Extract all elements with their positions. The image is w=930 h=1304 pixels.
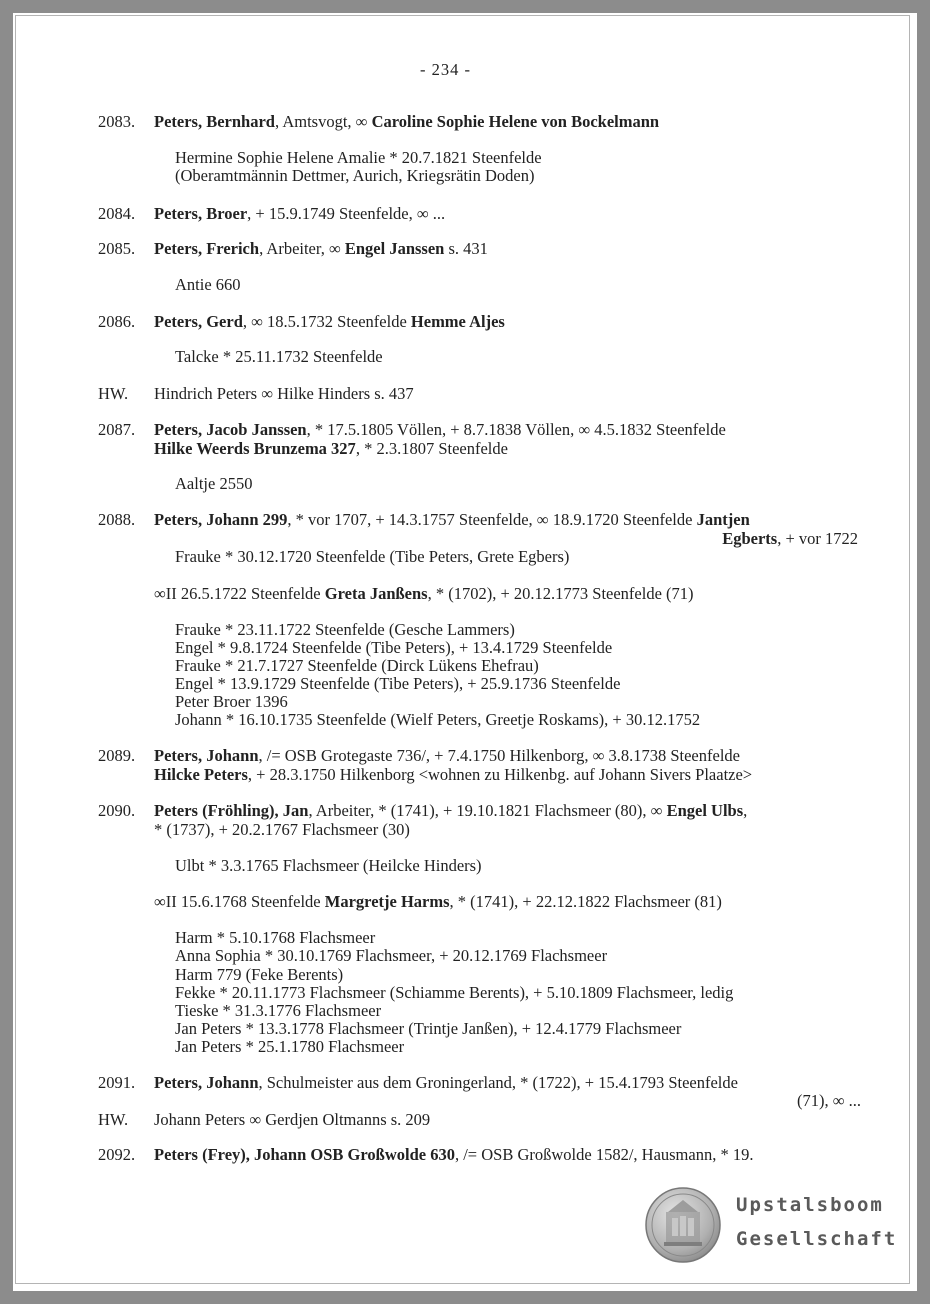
entry-continuation-line: [154, 821, 410, 839]
child-line: Frauke * 23.11.1722 Steenfelde (Gesche Lammers): [175, 620, 515, 639]
entry-number: 2088.: [98, 510, 136, 529]
name-bold: Peters, Jacob Janssen: [154, 420, 307, 439]
entry-number: 2087.: [98, 420, 136, 439]
entry-text: , Amtsvogt, ∞: [274, 112, 372, 131]
second-marriage-line: [154, 585, 694, 603]
child-line: Jan Peters * 25.1.1780 Flachsmeer: [175, 1037, 405, 1056]
name-bold: Engel Janssen: [344, 239, 445, 258]
entry-heading-line: [154, 385, 414, 403]
name-bold: Peters, Johann 299: [154, 510, 288, 529]
entry-number: 2084.: [98, 204, 136, 223]
child-line: Peter Broer 1396: [175, 692, 288, 711]
entry-text: Johann Peters ∞ Gerdjen Oltmanns s. 209: [154, 1110, 431, 1129]
entry-text: ∞II 15.6.1768 Steenfelde: [154, 892, 325, 911]
entry-text: , + 28.3.1750 Hilkenborg <wohnen zu Hilkenbg. auf Johann Sivers Plaatze>: [247, 765, 753, 784]
child-line: Engel * 13.9.1729 Steenfelde (Tibe Peters), + 25.9.1736 Steenfelde: [175, 674, 621, 693]
seal-icon: [644, 1186, 722, 1264]
entry-heading-line: [154, 240, 488, 258]
name-bold: Peters, Gerd: [154, 312, 243, 331]
name-bold: Peters, Bernhard: [154, 112, 275, 131]
name-bold: Peters, Johann: [154, 1073, 259, 1092]
society-logo: [644, 1186, 896, 1266]
logo-text-line2: Gesellschaft: [736, 1228, 898, 1250]
child-line: Fekke * 20.11.1773 Flachsmeer (Schiamme Berents), + 5.10.1809 Flachsmeer, ledig: [175, 983, 734, 1002]
logo-text-line1: Upstalsboom: [736, 1194, 884, 1216]
entry-heading-line: [154, 1146, 753, 1164]
entry-heading-line: [154, 421, 726, 439]
child-line: Engel * 9.8.1724 Steenfelde (Tibe Peters), + 13.4.1729 Steenfelde: [175, 638, 613, 657]
entry-heading-line: [154, 313, 505, 331]
entry-number: 2086.: [98, 312, 136, 331]
entry-continuation-line: [797, 1092, 861, 1110]
name-bold: Engel Ulbs: [666, 801, 744, 820]
entry-number: 2090.: [98, 801, 136, 820]
name-bold: Hemme Aljes: [410, 312, 505, 331]
entry-number: 2091.: [98, 1073, 136, 1092]
entry-heading-line: [154, 205, 445, 223]
child-line: Harm 779 (Feke Berents): [175, 965, 344, 984]
child-line: Ulbt * 3.3.1765 Flachsmeer (Heilcke Hinders): [175, 856, 482, 875]
entry-number: 2089.: [98, 746, 136, 765]
entry-text: * (1737), + 20.2.1767 Flachsmeer (30): [154, 820, 410, 839]
entry-heading-line: [154, 1074, 738, 1092]
child-line: Johann * 16.10.1735 Steenfelde (Wielf Peters, Greetje Roskams), + 30.12.1752: [175, 710, 701, 729]
entry-text: , /= OSB Großwolde 1582/, Hausmann, * 19.: [454, 1145, 754, 1164]
entry-number: 2085.: [98, 239, 136, 258]
entry-text: , Schulmeister aus dem Groningerland, * (1722), + 15.4.1793 Steenfelde: [258, 1073, 738, 1092]
entry-text: s. 431: [444, 239, 488, 258]
child-line: Jan Peters * 13.3.1778 Flachsmeer (Trintje Janßen), + 12.4.1779 Flachsmeer: [175, 1019, 682, 1038]
entry-heading-line: [154, 113, 659, 131]
entry-continuation-line: [722, 530, 858, 548]
entry-text: ,: [743, 801, 748, 820]
entry-number: HW.: [98, 1110, 129, 1129]
child-line: Frauke * 30.12.1720 Steenfelde (Tibe Peters, Grete Egbers): [175, 547, 570, 566]
entry-text: , /= OSB Grotegaste 736/, + 7.4.1750 Hilkenborg, ∞ 3.8.1738 Steenfelde: [258, 746, 740, 765]
name-bold: Peters (Fröhling), Jan: [154, 801, 309, 820]
entry-text: , + vor 1722: [777, 529, 858, 548]
entry-heading-line: [154, 802, 747, 820]
entry-text: (71), ∞ ...: [796, 1091, 861, 1110]
name-bold: Peters, Broer: [154, 204, 248, 223]
entry-number: HW.: [98, 384, 129, 403]
entry-text: , Arbeiter, * (1741), + 19.10.1821 Flachsmeer (80), ∞: [308, 801, 667, 820]
name-bold: Peters, Frerich: [154, 239, 260, 258]
name-bold: Peters (Frey), Johann OSB Großwolde 630: [154, 1145, 455, 1164]
entry-text: , * (1702), + 20.12.1773 Steenfelde (71): [427, 584, 694, 603]
entry-text: , * 2.3.1807 Steenfelde: [355, 439, 508, 458]
entry-heading-line: [154, 511, 750, 529]
child-line: Harm * 5.10.1768 Flachsmeer: [175, 928, 376, 947]
entry-heading-line: [154, 1111, 430, 1129]
child-line: Talcke * 25.11.1732 Steenfelde: [175, 347, 383, 366]
name-bold: Margretje Harms: [324, 892, 450, 911]
name-bold: Egberts: [722, 529, 778, 548]
name-bold: Hilcke Peters: [154, 765, 248, 784]
child-line: Tieske * 31.3.1776 Flachsmeer: [175, 1001, 382, 1020]
child-line: Antie 660: [175, 275, 241, 294]
entry-number: 2083.: [98, 112, 136, 131]
child-line: (Oberamtmännin Dettmer, Aurich, Kriegsrätin Doden): [175, 166, 535, 185]
entry-text: Hindrich Peters ∞ Hilke Hinders s. 437: [154, 384, 414, 403]
second-marriage-line: [154, 893, 722, 911]
entry-text: , * (1741), + 22.12.1822 Flachsmeer (81): [449, 892, 722, 911]
entry-heading-line: [154, 747, 740, 765]
entry-continuation-line: [154, 440, 508, 458]
child-line: Frauke * 21.7.1727 Steenfelde (Dirck Lükens Ehefrau): [175, 656, 539, 675]
name-bold: Hilke Weerds Brunzema 327: [154, 439, 356, 458]
entry-number: 2092.: [98, 1145, 136, 1164]
page-number: - 234 -: [420, 60, 471, 79]
child-line: Hermine Sophie Helene Amalie * 20.7.1821 Steenfelde: [175, 148, 542, 167]
entry-continuation-line: [154, 766, 752, 784]
entry-text: , + 15.9.1749 Steenfelde, ∞ ...: [247, 204, 446, 223]
child-line: Anna Sophia * 30.10.1769 Flachsmeer, + 20.12.1769 Flachsmeer: [175, 946, 608, 965]
entry-text: , * vor 1707, + 14.3.1757 Steenfelde, ∞ 18.9.1720 Steenfelde: [287, 510, 697, 529]
entry-text: , * 17.5.1805 Völlen, + 8.7.1838 Völlen, ∞ 4.5.1832 Steenfelde: [306, 420, 726, 439]
name-bold: Peters, Johann: [154, 746, 259, 765]
name-bold: Greta Janßens: [324, 584, 428, 603]
entry-text: , ∞ 18.5.1732 Steenfelde: [242, 312, 411, 331]
name-bold: Jantjen: [696, 510, 750, 529]
name-bold: Caroline Sophie Helene von Bockelmann: [371, 112, 660, 131]
entry-text: , Arbeiter, ∞: [259, 239, 345, 258]
entry-text: ∞II 26.5.1722 Steenfelde: [154, 584, 325, 603]
child-line: Aaltje 2550: [175, 474, 253, 493]
